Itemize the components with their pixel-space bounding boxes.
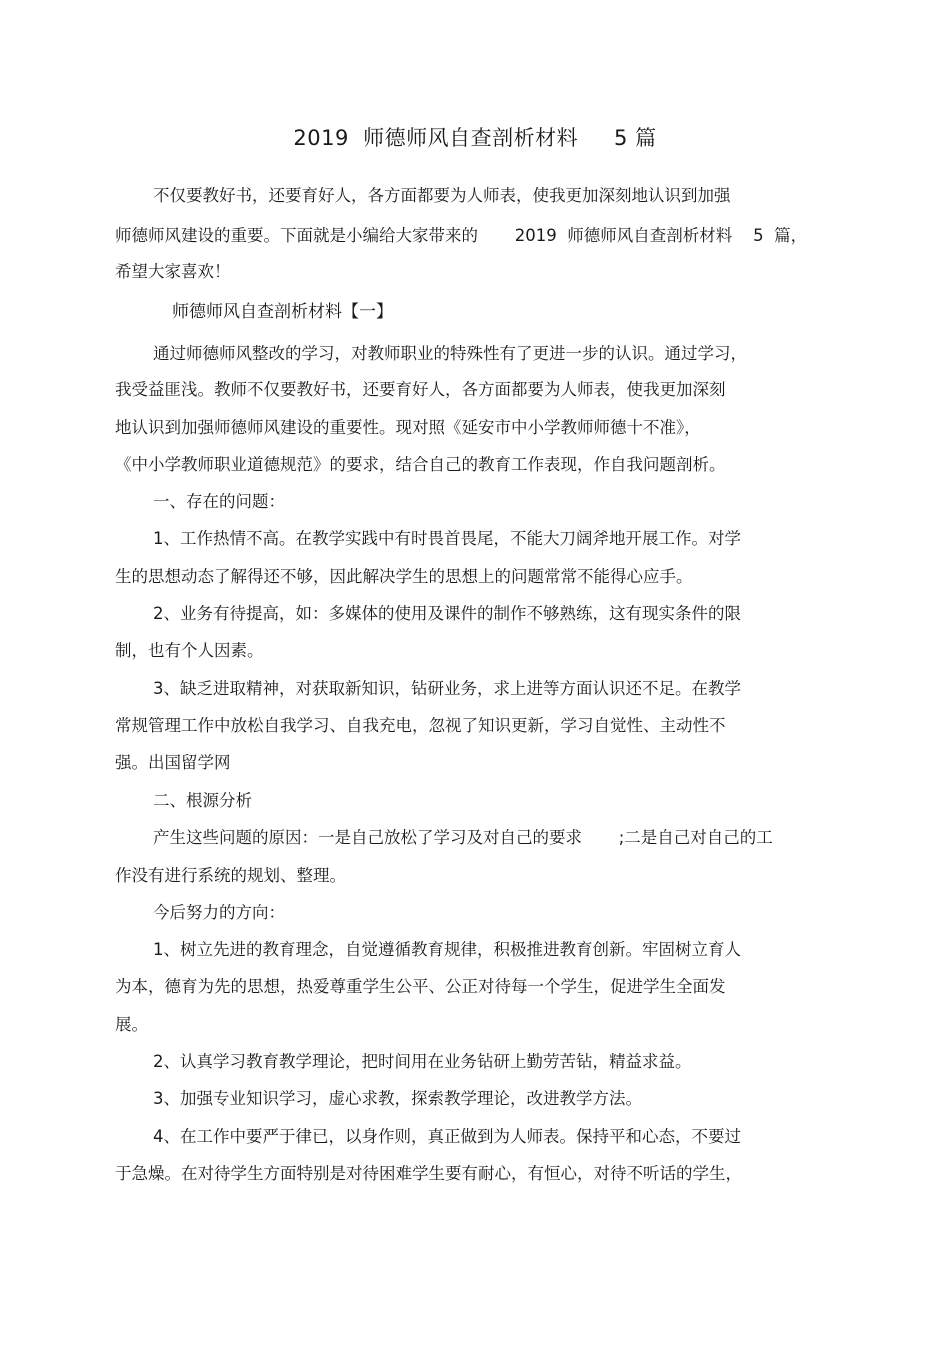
section-heading: 师德师风自查剖析材料【一】 [172, 302, 393, 322]
body-line: 为本，德育为先的思想，热爱尊重学生公平、公正对待每一个学生，促进学生全面发 [115, 977, 726, 996]
body-line: 3、缺乏进取精神，对获取新知识，钻研业务，求上进等方面认识还不足。在教学 [153, 679, 741, 698]
body-line: 产生这些问题的原因：一是自己放松了学习及对自己的要求 ;二是自己对自己的工 [153, 828, 773, 847]
body-line: 2、认真学习教育教学理论，把时间用在业务钻研上勤劳苦钻，精益求益。 [153, 1052, 692, 1071]
body-line: 通过师德师风整改的学习，对教师职业的特殊性有了更进一步的认识。通过学习， [153, 344, 747, 363]
body-line: 1、工作热情不高。在教学实践中有时畏首畏尾，不能大刀阔斧地开展工作。对学 [153, 529, 741, 548]
body-line: 于急燥。在对待学生方面特别是对待困难学生要有耐心，有恒心，对待不听话的学生， [115, 1164, 742, 1183]
body-line: 3、加强专业知识学习，虚心求教，探索教学理论，改进教学方法。 [153, 1089, 642, 1108]
body-line: 2、业务有待提高，如：多媒体的使用及课件的制作不够熟练，这有现实条件的限 [153, 604, 741, 623]
body-line: 展。 [115, 1015, 148, 1034]
body-line: 二、根源分析 [153, 791, 252, 810]
body-line: 我受益匪浅。教师不仅要教好书，还要育好人，各方面都要为人师表，使我更加深刻 [115, 380, 726, 399]
body-line: 《中小学教师职业道德规范》的要求，结合自己的教育工作表现，作自我问题剖析。 [115, 455, 726, 474]
body-line: 地认识到加强师德师风建设的重要性。现对照《延安市中小学教师师德十不准》， [115, 418, 701, 437]
intro-line: 师德师风建设的重要。下面就是小编给大家带来的 2019 师德师风自查剖析材料 5 篇， [115, 226, 808, 245]
body-line: 1、树立先进的教育理念，自觉遵循教育规律，积极推进教育创新。牢固树立育人 [153, 940, 741, 959]
body-line: 今后努力的方向： [153, 903, 285, 922]
intro-line: 希望大家喜欢！ [115, 262, 231, 281]
body-line: 4、在工作中要严于律已，以身作则，真正做到为人师表。保持平和心态，不要过 [153, 1127, 741, 1146]
body-line: 常规管理工作中放松自我学习、自我充电，忽视了知识更新，学习自觉性、主动性不 [115, 716, 726, 735]
document-title: 2019 师德师风自查剖析材料 5 篇 [293, 126, 657, 150]
body-line: 强。出国留学网 [115, 753, 231, 772]
intro-line: 不仅要教好书，还要育好人，各方面都要为人师表，使我更加深刻地认识到加强 [153, 186, 731, 205]
body-line: 作没有进行系统的规划、整理。 [115, 866, 346, 885]
body-line: 生的思想动态了解得还不够，因此解决学生的思想上的问题常常不能得心应手。 [115, 567, 693, 586]
body-line: 一、存在的问题： [153, 492, 285, 511]
body-line: 制，也有个人因素。 [115, 641, 264, 660]
